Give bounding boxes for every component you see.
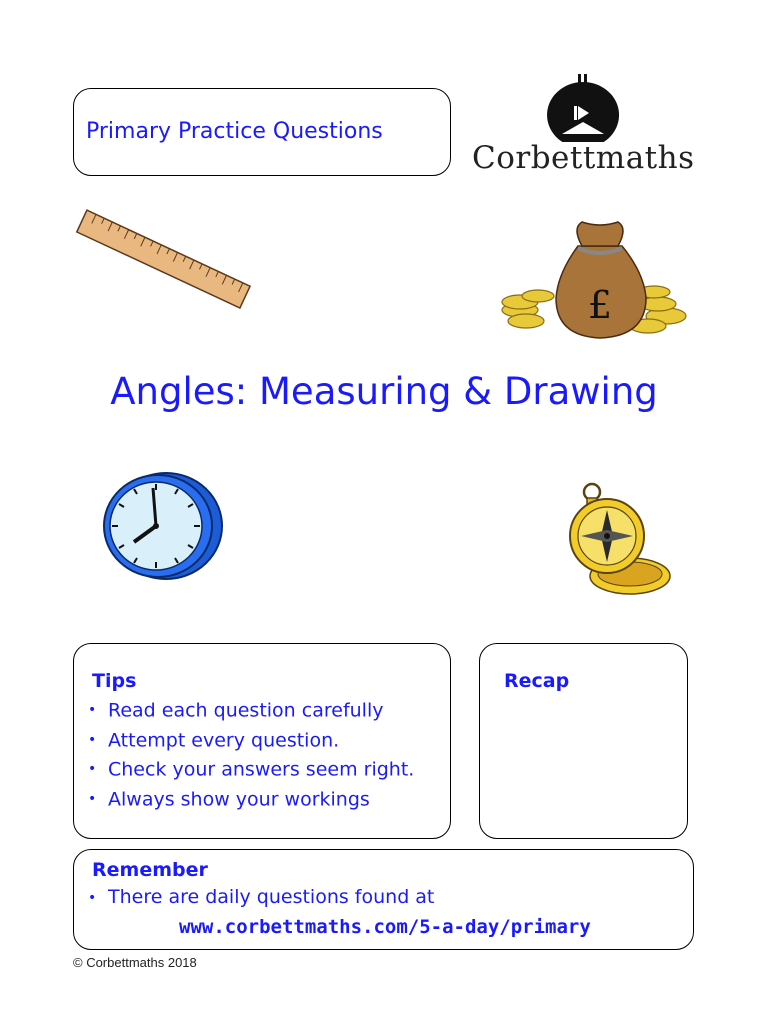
remember-heading: Remember: [92, 859, 208, 881]
recap-heading: Recap: [504, 670, 570, 692]
header-title: Primary Practice Questions: [86, 119, 383, 144]
header-box: [73, 88, 451, 176]
tip-text: Check your answers seem right.: [108, 758, 415, 781]
page-title: Angles: Measuring & Drawing: [110, 370, 658, 413]
tip-text: Always show your workings: [108, 787, 370, 810]
logo-text: Corbettmaths: [472, 140, 695, 176]
compass-icon: [562, 480, 674, 604]
tips-heading: Tips: [92, 670, 137, 692]
list-item: • Check your answers seem right.: [88, 758, 415, 781]
copyright: © Corbettmaths 2018: [73, 955, 197, 970]
corbettmaths-logo: [470, 74, 695, 184]
money-bag-icon: [498, 218, 693, 343]
clock-icon: [96, 470, 228, 582]
list-item: • Always show your workings: [88, 787, 370, 810]
remember-text: There are daily questions found at: [108, 886, 435, 908]
tip-text: Attempt every question.: [108, 728, 340, 751]
list-item: • Read each question carefully: [88, 699, 384, 722]
tips-box: [73, 643, 451, 839]
tips-list: [88, 696, 414, 814]
remember-box: [73, 849, 694, 950]
remember-item: • There are daily questions found at: [88, 886, 435, 908]
tip-text: Read each question carefully: [108, 699, 384, 722]
list-item: • Attempt every question.: [88, 728, 340, 751]
pound-sign: £: [587, 283, 613, 327]
recap-box: [479, 643, 688, 839]
daily-questions-link[interactable]: www.corbettmaths.com/5-a-day/primary: [179, 916, 591, 938]
logo-mark-icon: [542, 74, 624, 142]
ruler-icon: [68, 205, 258, 315]
